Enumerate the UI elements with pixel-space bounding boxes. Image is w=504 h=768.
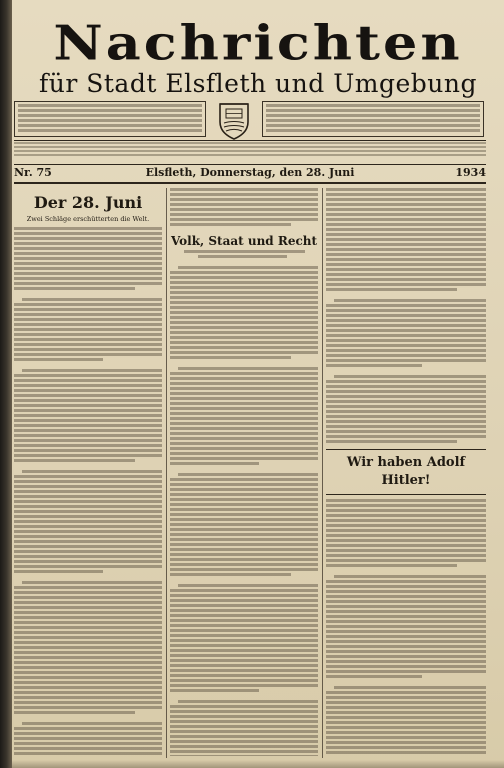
article-body (170, 250, 318, 756)
masthead-title: Nachrichten (53, 14, 463, 72)
dateline-rule (14, 182, 486, 184)
issue-date: Elsfleth, Donnerstag, den 28. Juni (145, 166, 355, 179)
column-middle (170, 188, 318, 756)
headline-box (326, 449, 486, 495)
publication-notes (14, 142, 486, 162)
page-bottom-edge (12, 760, 504, 768)
column-divider (166, 188, 167, 758)
crest-icon (216, 100, 252, 140)
article-headline: Wir haben Adolf Hitler! (346, 455, 466, 488)
header-rule (14, 164, 486, 165)
advertising-info-box (262, 101, 484, 137)
dateline (14, 166, 486, 180)
issue-number: Nr. 75 (14, 166, 52, 179)
masthead-subtitle: für Stadt Elsfleth und Umgebung (39, 69, 477, 98)
article-headline: Volk, Staat und Recht (170, 234, 318, 248)
article-subheadline: Zwei Schläge erschütterten die Welt. (26, 215, 150, 223)
subscription-info-box (14, 101, 206, 137)
article-headline: Der 28. Juni (33, 193, 143, 212)
article-body (326, 499, 486, 756)
header-rule (14, 140, 486, 141)
column-right (326, 188, 486, 756)
column-left (14, 188, 162, 756)
article-body (14, 227, 162, 756)
issue-year: 1934 (455, 166, 486, 179)
article-body (170, 188, 318, 226)
page-binding (0, 0, 12, 768)
article-body (326, 188, 486, 443)
column-divider (322, 188, 323, 758)
